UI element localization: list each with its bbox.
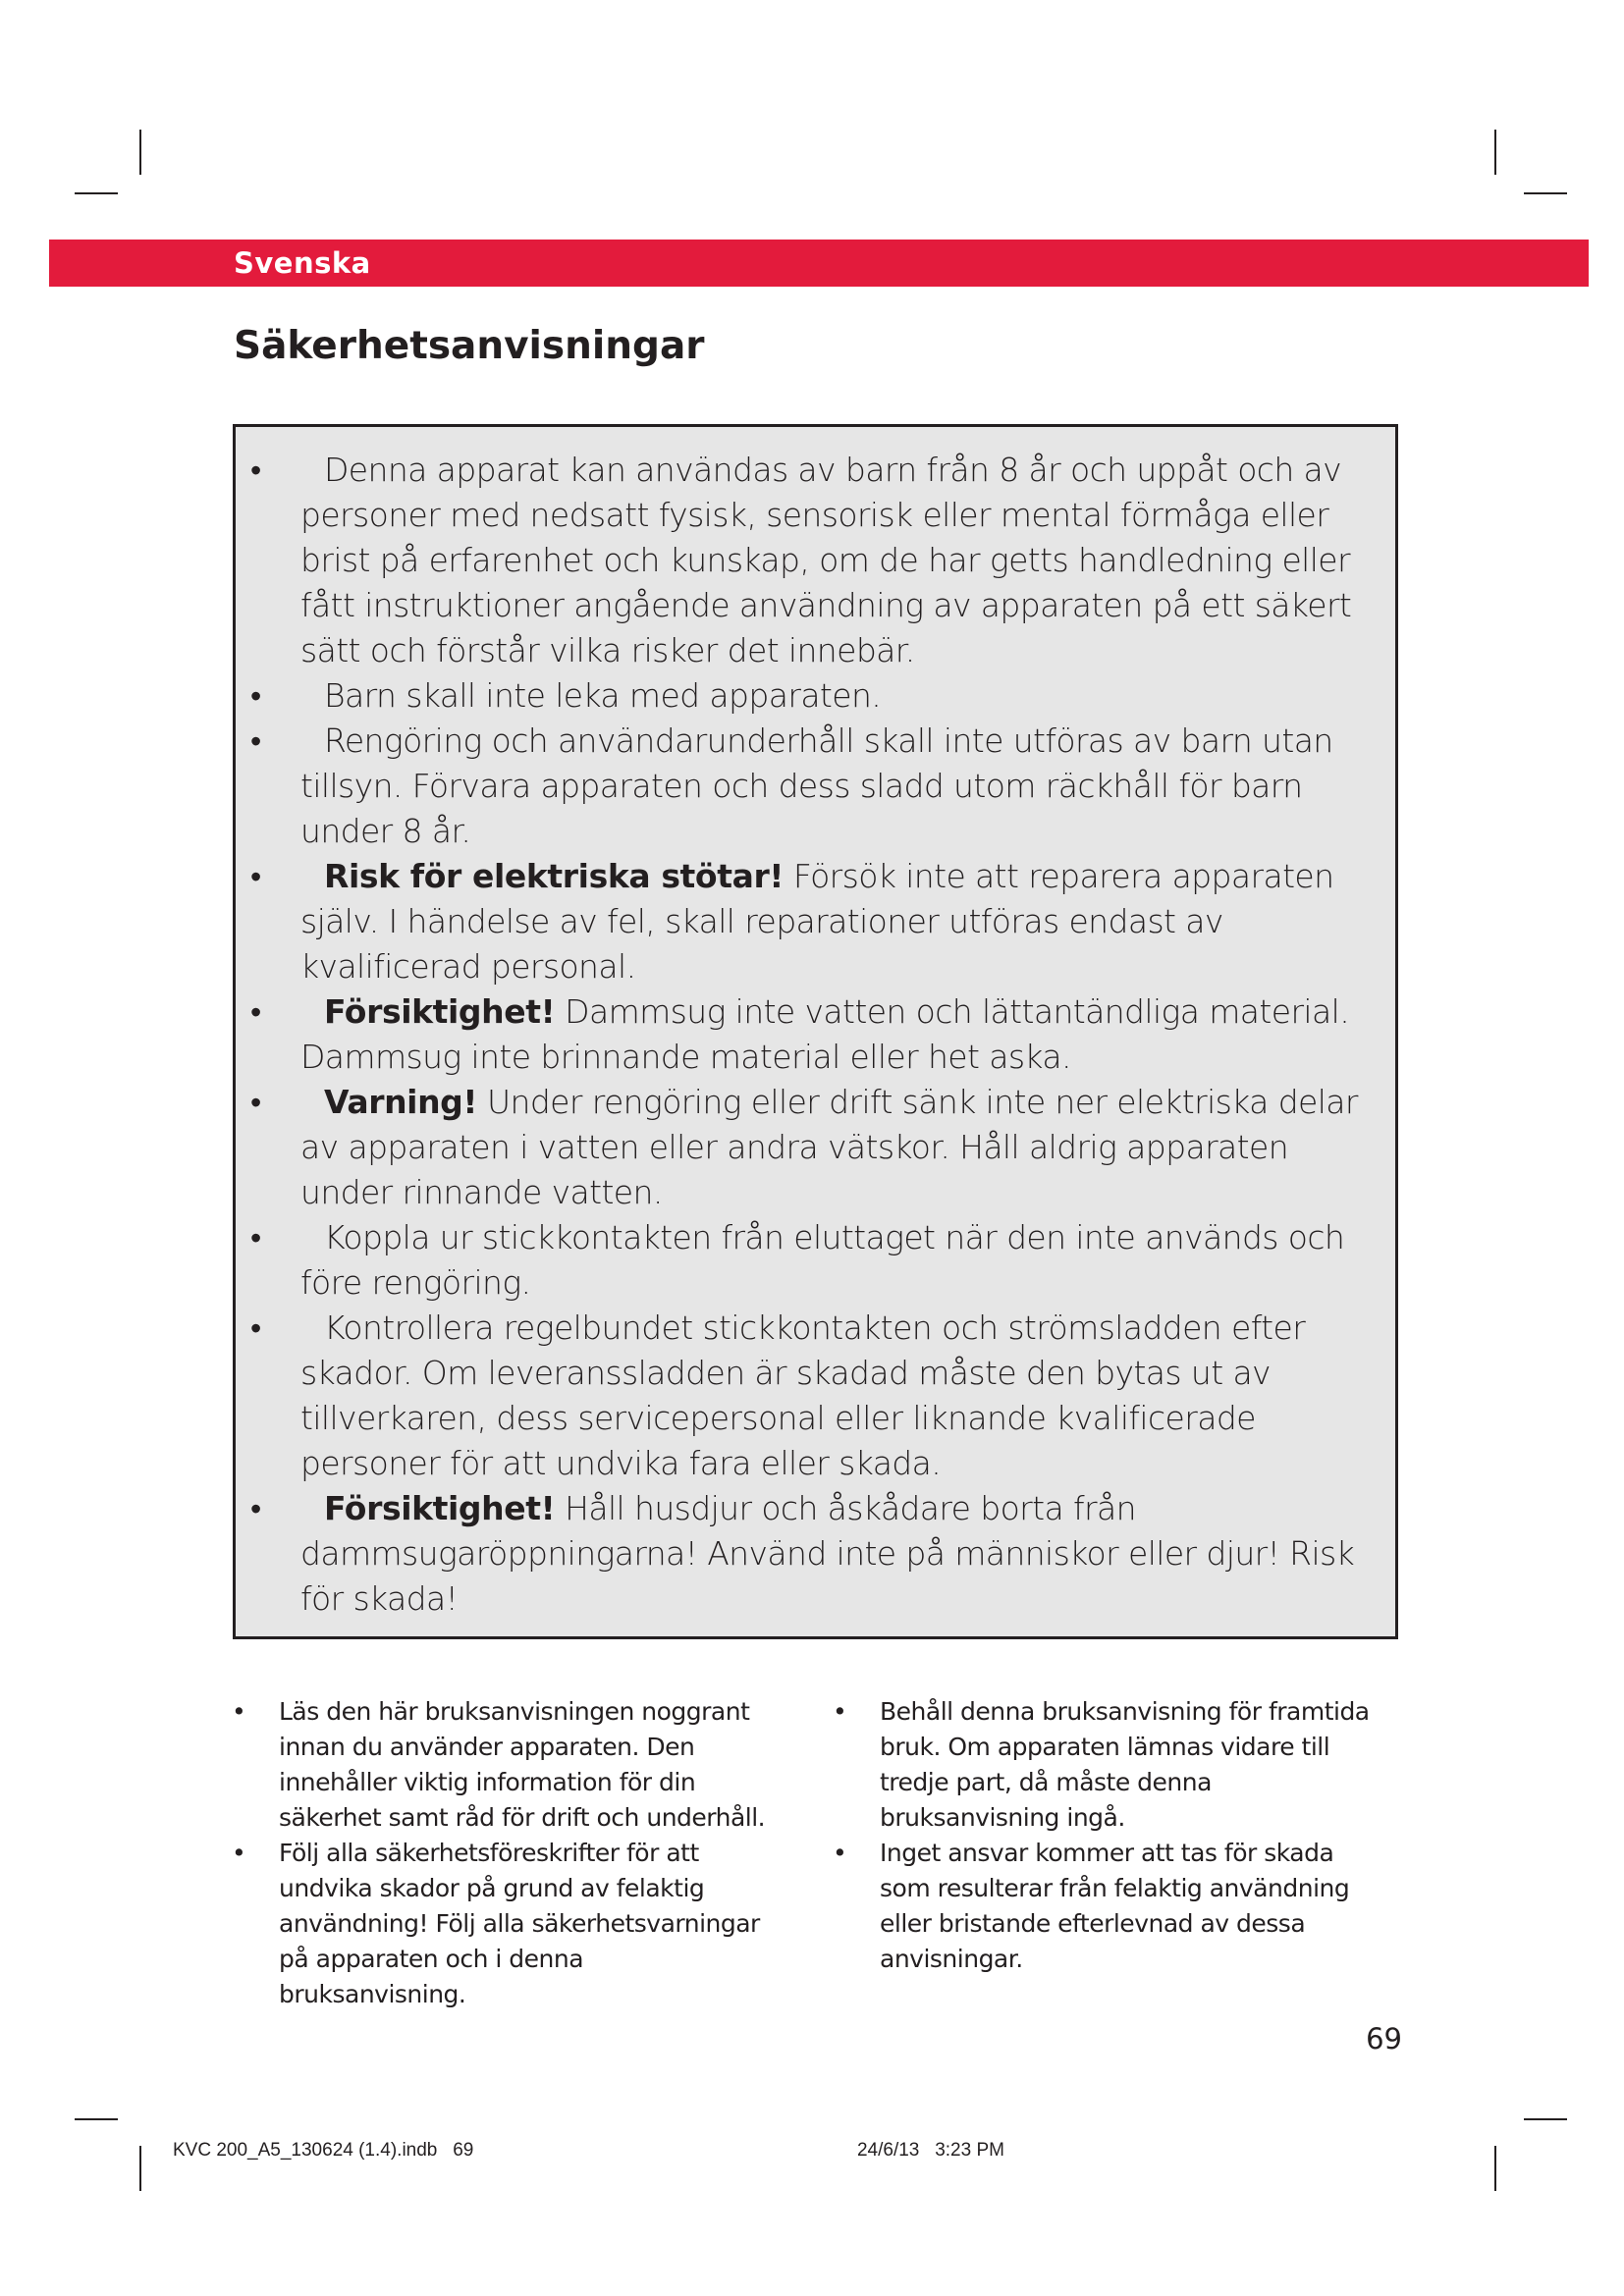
- warning-text: Dammsug inte vatten och lättantändliga material. Dammsug inte brinnande material eller het aska.: [300, 992, 1350, 1076]
- warning-item: [236, 989, 1383, 1080]
- warning-item: [236, 673, 1383, 719]
- bullet-icon: •: [250, 993, 261, 1031]
- warning-text: Barn skall inte leka med apparaten.: [324, 676, 882, 715]
- warning-item: [236, 1080, 1383, 1215]
- crop-mark-bottom-right-horizontal: [1524, 2118, 1567, 2120]
- bullet-icon: •: [250, 1084, 261, 1121]
- bullet-icon: •: [833, 1697, 847, 1726]
- bullet-icon: •: [250, 452, 261, 489]
- note-text: Behåll denna bruksanvisning för framtida bruk. Om apparaten lämnas vidare till tredje part, då måste denna bruksanvisning ingå.: [880, 1697, 1370, 1832]
- note-text: Inget ansvar kommer att tas för skada som resulterar från felaktig användning eller bristande efterlevnad av dessa anvisningar.: [880, 1839, 1350, 1973]
- notes-column-right: [833, 1694, 1373, 1977]
- warning-lead: Varning!: [324, 1083, 478, 1121]
- note-text: Följ alla säkerhetsföreskrifter för att undvika skador på grund av felaktig användning! Följ alla säkerhetsvarningar på apparaten och i denna bruksanvisning.: [279, 1839, 760, 2008]
- notes-column-left: [232, 1694, 772, 2012]
- warning-text: Denna apparat kan användas av barn från 8 år och uppåt och av personer med nedsatt fysisk, sensorisk eller mental förmåga eller brist på erfarenhet och kunskap, om de har getts handledning eller fått instruktioner angående användning av apparaten på ett säkert sätt och förstår vilka risker det innebär.: [300, 451, 1352, 669]
- warning-item: [236, 448, 1383, 673]
- warning-item: [236, 1306, 1383, 1486]
- crop-mark-top-left-vertical: [139, 130, 141, 175]
- warning-lead: Försiktighet!: [324, 992, 556, 1031]
- warning-text: Under rengöring eller drift sänk inte ner elektriska delar av apparaten i vatten eller andra vätskor. Håll aldrig apparaten under rinnande vatten.: [300, 1083, 1358, 1211]
- bullet-icon: •: [232, 1697, 246, 1726]
- warning-item: [236, 1215, 1383, 1306]
- bullet-icon: •: [250, 1219, 261, 1256]
- bullet-icon: •: [833, 1839, 847, 1867]
- bullet-icon: •: [232, 1839, 246, 1867]
- warning-lead: Risk för elektriska stötar!: [324, 857, 784, 895]
- notes-list-right: [833, 1694, 1373, 1977]
- crop-mark-bottom-left-horizontal: [75, 2118, 118, 2120]
- crop-mark-top-right-vertical: [1494, 130, 1496, 175]
- warning-text: Kontrollera regelbundet stickkontakten och strömsladden efter skador. Om leveranssladden är skadad måste den bytas ut av tillverkaren, dess servicepersonal eller liknande kvalificerade personer för att undvika fara eller skada.: [300, 1308, 1306, 1482]
- safety-warning-list: [236, 448, 1383, 1622]
- note-item: [232, 1836, 772, 2012]
- print-footer-slug: KVC 200_A5_130624 (1.4).indb 69 24/6/13 3:23 PM: [173, 2140, 1004, 2161]
- warning-text: Koppla ur stickkontakten från eluttaget när den inte används och före rengöring.: [300, 1218, 1345, 1302]
- bullet-icon: •: [250, 722, 261, 760]
- bullet-icon: •: [250, 1490, 261, 1527]
- page-number: 69: [1366, 2022, 1402, 2056]
- crop-mark-bottom-right-vertical: [1494, 2146, 1496, 2191]
- warning-lead: Försiktighet!: [324, 1489, 556, 1527]
- note-item: [833, 1836, 1373, 1977]
- crop-mark-bottom-left-vertical: [139, 2146, 141, 2191]
- page-title: Säkerhetsanvisningar: [234, 324, 705, 368]
- note-item: [833, 1694, 1373, 1836]
- warning-item: [236, 1486, 1383, 1622]
- bullet-icon: •: [250, 1309, 261, 1347]
- note-item: [232, 1694, 772, 1836]
- warning-item: [236, 719, 1383, 854]
- notes-list-left: [232, 1694, 772, 2012]
- crop-mark-top-right-horizontal: [1524, 192, 1567, 194]
- bullet-icon: •: [250, 858, 261, 895]
- language-header-bar: [49, 240, 1589, 287]
- crop-mark-top-left-horizontal: [75, 192, 118, 194]
- warning-item: [236, 854, 1383, 989]
- safety-warning-box: [233, 424, 1398, 1639]
- bullet-icon: •: [250, 677, 261, 715]
- note-text: Läs den här bruksanvisningen noggrant innan du använder apparaten. Den innehåller viktig information för din säkerhet samt råd för drift och underhåll.: [279, 1697, 766, 1832]
- warning-text: Håll husdjur och åskådare borta från dammsugaröppningarna! Använd inte på människor eller djur! Risk för skada!: [300, 1489, 1355, 1618]
- language-label: Svenska: [234, 246, 371, 280]
- warning-text: Rengöring och användarunderhåll skall inte utföras av barn utan tillsyn. Förvara apparaten och dess sladd utom räckhåll för barn under 8 år.: [300, 721, 1333, 850]
- warning-text: Försök inte att reparera apparaten själv. I händelse av fel, skall reparationer utföras endast av kvalificerad personal.: [300, 857, 1334, 986]
